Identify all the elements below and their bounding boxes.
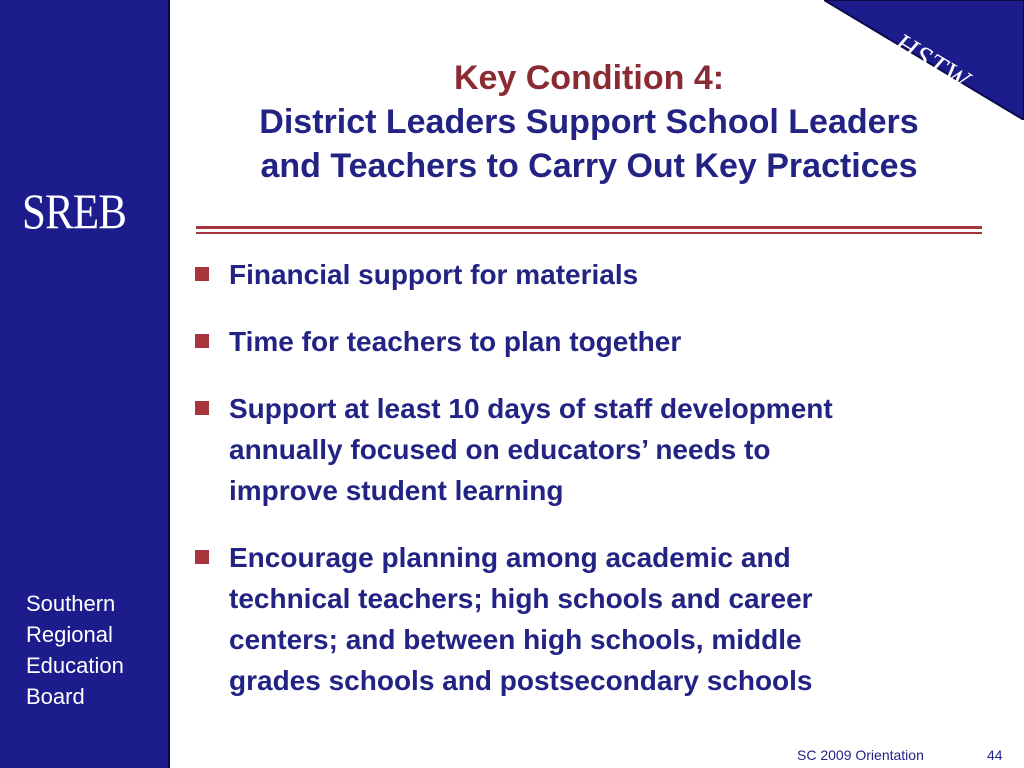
square-bullet-icon	[195, 334, 209, 348]
bullet-text: technical teachers; high schools and career	[229, 583, 813, 614]
bullet-text: Support at least 10 days of staff development	[229, 393, 833, 424]
sreb-logo: SREB	[22, 183, 127, 239]
title-divider	[196, 226, 982, 229]
bullet-item	[192, 254, 982, 295]
org-name-line: Southern	[26, 591, 116, 616]
square-bullet-icon	[195, 401, 209, 415]
square-bullet-icon	[195, 267, 209, 281]
org-name-line: Regional	[26, 622, 113, 647]
bullet-item	[192, 388, 982, 511]
sidebar	[0, 0, 170, 768]
hstw-badge-text: HSTW	[888, 27, 976, 98]
bullet-list	[192, 254, 982, 727]
bullet-text: centers; and between high schools, middle	[229, 624, 802, 655]
org-name-line: Education	[26, 653, 124, 678]
bullet-text: annually focused on educators’ needs to	[229, 434, 771, 465]
bullet-text: grades schools and postsecondary schools	[229, 665, 813, 696]
title-line: District Leaders Support School Leaders	[259, 103, 919, 141]
bullet-item	[192, 321, 982, 362]
title-line: and Teachers to Carry Out Key Practices	[260, 147, 918, 185]
footer-page-number: 44	[987, 747, 1003, 763]
title-line: Key Condition 4:	[453, 59, 725, 97]
org-name-line: Board	[26, 684, 85, 709]
title-divider-thin	[196, 232, 982, 234]
bullet-text: improve student learning	[229, 475, 564, 506]
footer-event: SC 2009 Orientation	[797, 747, 924, 763]
organization-name	[26, 588, 124, 712]
bullet-text: Encourage planning among academic and	[229, 542, 791, 573]
square-bullet-icon	[195, 550, 209, 564]
bullet-text: Time for teachers to plan together	[229, 326, 682, 357]
bullet-text: Financial support for materials	[229, 259, 639, 290]
bullet-item	[192, 537, 982, 701]
slide-title	[180, 56, 998, 188]
